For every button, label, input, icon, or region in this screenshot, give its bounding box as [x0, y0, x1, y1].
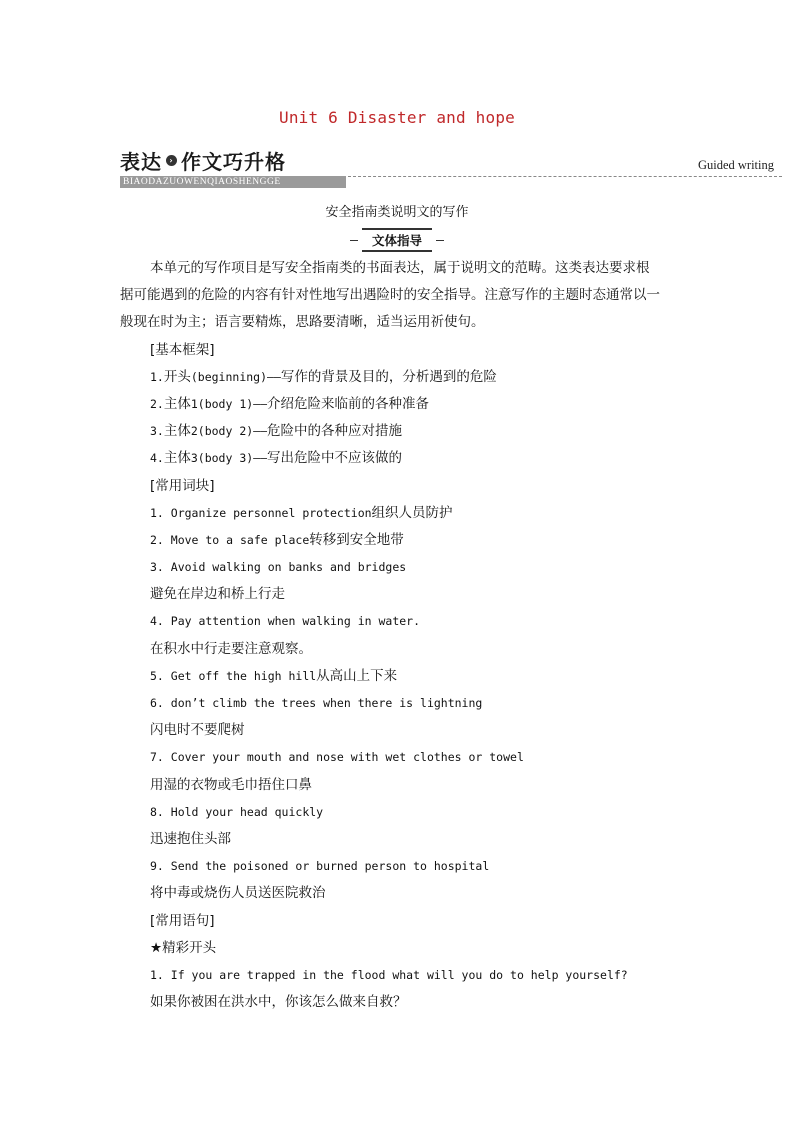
sentences-heading: [常用语句]	[150, 912, 215, 929]
header-divider	[348, 176, 782, 177]
unit-title: Unit 6 Disaster and hope	[279, 108, 515, 127]
intro-line: 据可能遇到的危险的内容有针对性地写出遇险时的安全指导。注意写作的主题时态通常以一	[120, 287, 660, 304]
framework-item: 2.主体1(body 1)——介绍危险来临前的各种准备	[150, 395, 430, 412]
chunk-item-en: 7. Cover your mouth and nose with wet clothes or towel	[150, 750, 524, 765]
sentence-item-cn: 如果你被困在洪水中，你该怎么做来自救？	[150, 994, 407, 1011]
section-banner	[120, 146, 346, 188]
chunk-item-en: 9. Send the poisoned or burned person to hospital	[150, 859, 490, 874]
framework-item: 3.主体2(body 2)——危险中的各种应对措施	[150, 423, 403, 440]
banner-title-part1: 表达	[120, 150, 162, 174]
intro-line: 般现在时为主；语言要精炼，思路要清晰，适当运用祈使句。	[120, 314, 485, 331]
banner-pinyin: BIAODAZUOWENQIAOSHENGGE	[120, 176, 346, 188]
main-content	[120, 255, 690, 1016]
chunk-item-cn: 在积水中行走要注意观察。	[150, 640, 312, 657]
chunk-item-en: 8. Hold your head quickly	[150, 804, 324, 819]
sentence-item-en: 1. If you are trapped in the flood what will you do to help yourself?	[150, 967, 628, 982]
chunk-item-en: 3. Avoid walking on banks and bridges	[150, 560, 407, 575]
chunk-item-cn: 将中毒或烧伤人员送医院救治	[150, 885, 326, 902]
chunk-item-en: 6. don’t climb the trees when there is lightning	[150, 696, 483, 710]
chevron-right-icon: ›	[166, 155, 177, 166]
chunk-item-cn: 避免在岸边和桥上行走	[150, 586, 285, 603]
banner-title-part2: 作文巧升格	[181, 150, 286, 174]
intro-line: 本单元的写作项目是写安全指南类的书面表达，属于说明文的范畴。这类表达要求根	[150, 260, 650, 276]
sentences-subheading: ★精彩开头	[150, 939, 217, 956]
chunk-item: 1. Organize personnel protection组织人员防护	[150, 504, 453, 521]
chunk-item: 2. Move to a safe place转移到安全地带	[150, 531, 404, 548]
framework-heading: [基本框架]	[150, 341, 215, 358]
chunk-item-en: 4. Pay attention when walking in water.	[150, 614, 421, 629]
section-tag-label: 文体指导	[362, 228, 432, 252]
chunks-heading: [常用词块]	[150, 477, 215, 494]
chunk-item: 5. Get off the high hill从高山上下来	[150, 667, 398, 684]
framework-item: 1.开头(beginning)——写作的背景及目的，分析遇到的危险	[150, 368, 497, 385]
chunk-item-cn: 用湿的衣物或毛巾捂住口鼻	[150, 776, 312, 793]
intro-paragraph	[120, 255, 680, 337]
chunk-item-cn: 闪电时不要爬树	[150, 722, 245, 739]
banner-title	[120, 146, 346, 175]
framework-item: 4.主体3(body 3)——写出危险中不应该做的	[150, 450, 403, 467]
chunk-item-cn: 迅速抱住头部	[150, 830, 231, 847]
guided-writing-label: Guided writing	[697, 158, 774, 172]
section-tag	[0, 228, 794, 252]
page-subtitle: 安全指南类说明文的写作	[325, 205, 469, 220]
